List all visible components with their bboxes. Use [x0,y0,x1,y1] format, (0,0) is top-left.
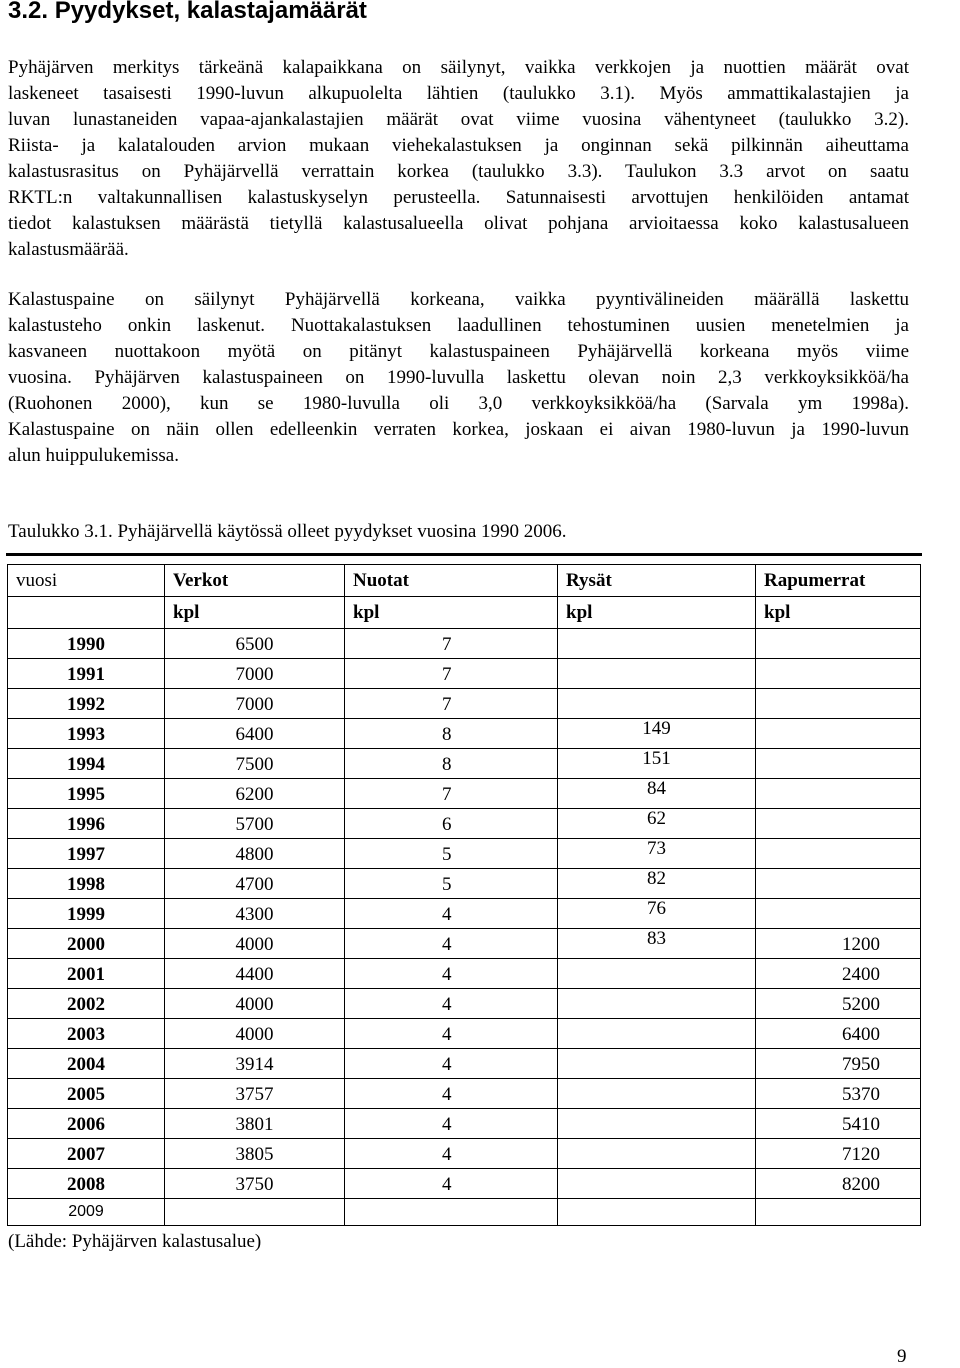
table-row [8,959,921,989]
cell-year: 1992 [8,689,165,719]
cell-year: 1995 [8,779,165,809]
cell-rysat [558,749,756,779]
cell-nuotat: 4 [345,959,558,989]
cell-rysat [558,659,756,689]
cell-rapu [756,899,921,929]
cell-rysat [558,1049,756,1079]
cell-nuotat: 4 [345,1079,558,1109]
cell-rapu [756,749,921,779]
cell-year: 2008 [8,1169,165,1199]
paragraph-line: (Ruohonen 2000), kun se 1980-luvulla oli 3,0 verkkoyksikköä/ha (Sarvala ym 1998a). [8,393,909,414]
cell-year: 1990 [8,629,165,659]
paragraph-line: alun huippulukemissa. [8,445,179,466]
cell-rysat [558,1019,756,1049]
cell-rapu: 1200 [756,929,921,959]
cell-nuotat: 4 [345,1169,558,1199]
cell-verkot [165,1199,345,1226]
table-row [8,1199,921,1226]
cell-rapu: 2400 [756,959,921,989]
cell-verkot: 4800 [165,839,345,869]
cell-rysat [558,899,756,929]
cell-rysat [558,689,756,719]
table-row [8,779,921,809]
page-number: 9 [897,1346,907,1367]
header-nuotat: Nuotat [345,565,558,597]
header-vuosi: vuosi [8,565,165,597]
cell-rysat [558,1139,756,1169]
table-row [8,1079,921,1109]
cell-rysat [558,719,756,749]
cell-rysat [558,959,756,989]
cell-verkot: 4000 [165,1019,345,1049]
cell-year: 2006 [8,1109,165,1139]
cell-nuotat: 7 [345,779,558,809]
cell-nuotat: 4 [345,1019,558,1049]
cell-nuotat: 4 [345,1049,558,1079]
cell-year: 2009 [8,1199,165,1226]
cell-verkot: 4000 [165,989,345,1019]
cell-rysat [558,839,756,869]
cell-nuotat [345,1199,558,1226]
cell-verkot: 6400 [165,719,345,749]
cell-rapu: 7120 [756,1139,921,1169]
cell-nuotat: 7 [345,659,558,689]
paragraph-line: vuosina. Pyhäjärven kalastuspaineen on 1990-luvulla laskettu olevan noin 2,3 verkkoyksikköä/ha [8,367,909,388]
cell-rapu [756,659,921,689]
cell-year: 2001 [8,959,165,989]
paragraph-fishing-gear [8,55,909,263]
cell-nuotat: 4 [345,899,558,929]
paragraph-line: RKTL:n valtakunnallisen kalastuskyselyn perusteella. Satunnaisesti arvottujen henkilöiden antamat [8,187,909,208]
cell-verkot: 4700 [165,869,345,899]
cell-rapu [756,629,921,659]
paragraph-line: Riista- ja kalatalouden arvion mukaan viehekalastuksen ja onginnan sekä pilkinnän aiheuttama [8,135,909,156]
table-row [8,929,921,959]
cell-verkot: 4300 [165,899,345,929]
cell-rysat [558,1079,756,1109]
cell-rysat-value: 73 [647,838,666,859]
cell-year: 1997 [8,839,165,869]
cell-year: 1994 [8,749,165,779]
unit-verkot: kpl [165,597,345,629]
cell-year: 2005 [8,1079,165,1109]
table-row [8,719,921,749]
table-row [8,839,921,869]
unit-vuosi [8,597,165,629]
cell-verkot: 4000 [165,929,345,959]
table-row [8,1169,921,1199]
table-row [8,1019,921,1049]
paragraph-line: luvan lunastaneiden vapaa-ajankalastajien määrät ovat viime vuosina vähentyneet (taulukko 3.2). [8,109,909,130]
table-caption: Taulukko 3.1. Pyhäjärvellä käytössä olleet pyydykset vuosina 1990 2006. [8,521,567,542]
cell-nuotat: 7 [345,689,558,719]
cell-rapu: 8200 [756,1169,921,1199]
paragraph-line: kasvaneen nuottakoon myötä on pitänyt kalastuspaineen Pyhäjärvellä korkeana myös viime [8,341,909,362]
caption-rule [6,553,922,556]
paragraph-line: Kalastuspaine on näin ollen edelleenkin verraten korkea, joskaan ei aivan 1980-luvun ja 1990-luvun [8,419,909,440]
cell-year: 2002 [8,989,165,1019]
cell-year: 1991 [8,659,165,689]
cell-verkot: 3805 [165,1139,345,1169]
unit-nuotat: kpl [345,597,558,629]
cell-year: 1993 [8,719,165,749]
cell-rysat [558,809,756,839]
table-row [8,749,921,779]
cell-rysat [558,869,756,899]
cell-verkot: 3757 [165,1079,345,1109]
cell-nuotat: 5 [345,839,558,869]
table-row [8,689,921,719]
cell-rapu [756,809,921,839]
cell-verkot: 3750 [165,1169,345,1199]
cell-verkot: 4400 [165,959,345,989]
cell-rysat-value: 82 [647,868,666,889]
cell-rapu [756,839,921,869]
table-row [8,1049,921,1079]
cell-verkot: 3914 [165,1049,345,1079]
cell-rysat [558,779,756,809]
cell-verkot: 7000 [165,689,345,719]
cell-rysat [558,1109,756,1139]
paragraph-line: kalastusrasitus on Pyhäjärvellä verrattain korkea (taulukko 3.3). Taulukon 3.3 arvot on saatu [8,161,909,182]
unit-rapumerrat: kpl [756,597,921,629]
cell-rysat [558,629,756,659]
cell-rapu: 5370 [756,1079,921,1109]
fishing-gear-table [7,564,921,1226]
cell-nuotat: 4 [345,1139,558,1169]
table-row [8,1139,921,1169]
cell-rysat [558,929,756,959]
cell-year: 2007 [8,1139,165,1169]
cell-nuotat: 4 [345,989,558,1019]
paragraph-line: kalastusteho onkin laskenut. Nuottakalastuksen laadullinen tehostuminen uusien menetelmien ja [8,315,909,336]
paragraph-fishing-pressure [8,287,909,469]
paragraph-line: Pyhäjärven merkitys tärkeänä kalapaikkana on säilynyt, vaikka verkkojen ja nuottien määrät ovat [8,57,909,78]
unit-rysat: kpl [558,597,756,629]
cell-verkot: 7500 [165,749,345,779]
cell-verkot: 3801 [165,1109,345,1139]
cell-rapu: 5410 [756,1109,921,1139]
cell-rapu [756,689,921,719]
cell-rysat-value: 151 [642,748,671,769]
cell-year: 1996 [8,809,165,839]
header-verkot: Verkot [165,565,345,597]
cell-rysat [558,1169,756,1199]
table-row [8,809,921,839]
cell-rapu: 7950 [756,1049,921,1079]
cell-rapu: 5200 [756,989,921,1019]
table-row [8,989,921,1019]
paragraph-line: tiedot kalastuksen määrästä tietyllä kalastusalueella olivat pohjana arvioitaessa koko kalastusalueen [8,213,909,234]
cell-rysat-value: 149 [642,718,671,739]
cell-rysat-value: 83 [647,928,666,949]
table-row [8,899,921,929]
table-unit-row [8,597,921,629]
cell-rapu: 6400 [756,1019,921,1049]
cell-rysat-value: 62 [647,808,666,829]
cell-nuotat: 5 [345,869,558,899]
cell-year: 2004 [8,1049,165,1079]
cell-year: 2003 [8,1019,165,1049]
cell-year: 1999 [8,899,165,929]
cell-verkot: 6200 [165,779,345,809]
table-row [8,659,921,689]
cell-rysat-value: 84 [647,778,666,799]
header-rysat: Rysät [558,565,756,597]
cell-nuotat: 8 [345,749,558,779]
cell-rysat [558,989,756,1019]
table-row [8,1109,921,1139]
cell-year: 1998 [8,869,165,899]
table-source-note: (Lähde: Pyhäjärven kalastusalue) [8,1231,262,1252]
cell-verkot: 6500 [165,629,345,659]
cell-rapu [756,779,921,809]
cell-rapu [756,869,921,899]
cell-nuotat: 8 [345,719,558,749]
table-header-row [8,565,921,597]
cell-rysat-value: 76 [647,898,666,919]
cell-nuotat: 4 [345,929,558,959]
cell-nuotat: 4 [345,1109,558,1139]
cell-verkot: 7000 [165,659,345,689]
paragraph-line: kalastusmäärää. [8,239,129,260]
cell-nuotat: 7 [345,629,558,659]
cell-verkot: 5700 [165,809,345,839]
cell-rapu [756,719,921,749]
section-heading: 3.2. Pyydykset, kalastajamäärät [8,0,367,24]
paragraph-line: Kalastuspaine on säilynyt Pyhäjärvellä korkeana, vaikka pyyntivälineiden määrällä laskettu [8,289,909,310]
cell-nuotat: 6 [345,809,558,839]
cell-rapu [756,1199,921,1226]
cell-year: 2000 [8,929,165,959]
paragraph-line: laskeneet tasaisesti 1990-luvun alkupuolelta lähtien (taulukko 3.1). Myös ammattikalastajien ja [8,83,909,104]
table-row [8,629,921,659]
table-row [8,869,921,899]
cell-rysat [558,1199,756,1226]
header-rapumerrat: Rapumerrat [756,565,921,597]
